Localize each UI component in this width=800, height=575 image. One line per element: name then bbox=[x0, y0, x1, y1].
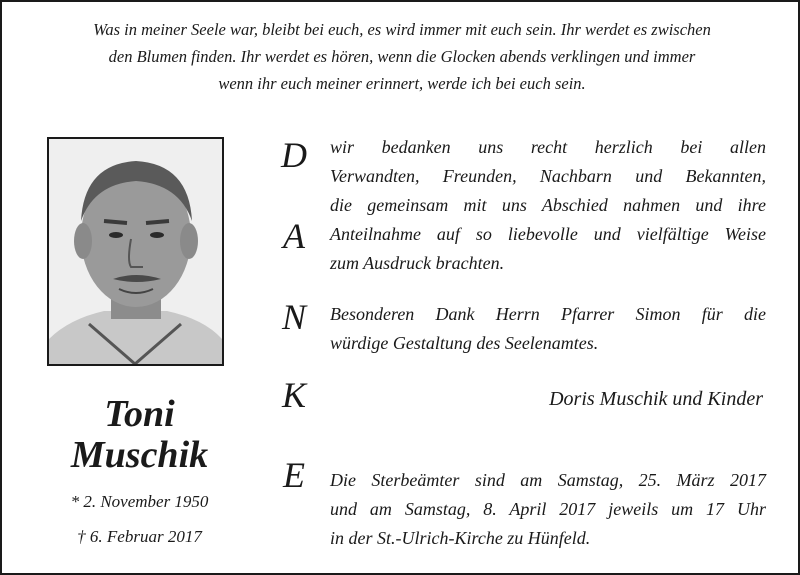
thanks-paragraph bbox=[330, 133, 766, 278]
service-paragraph bbox=[330, 466, 766, 553]
memorial-quote bbox=[22, 16, 782, 97]
thanks-line: die gemeinsam mit uns Abschied nahmen und ihre bbox=[330, 195, 766, 215]
danke-letter-e: E bbox=[283, 455, 305, 495]
service-line: und am Samstag, 8. April 2017 jeweils um 17 Uhr bbox=[330, 499, 766, 519]
danke-letter-k: K bbox=[281, 375, 306, 415]
signature: Doris Muschik und Kinder bbox=[549, 388, 763, 410]
service-line: Die Sterbeämter sind am Samstag, 25. März 2017 bbox=[330, 470, 766, 490]
danke-letter-d: D bbox=[281, 135, 307, 175]
birth-date: * 2. November 1950 bbox=[70, 492, 209, 511]
first-name: Toni bbox=[104, 393, 175, 435]
quote-line: Was in meiner Seele war, bleibt bei euch, es wird immer mit euch sein. Ihr werdet es zwischen bbox=[93, 20, 711, 39]
quote-line: den Blumen finden. Ihr werdet es hören, wenn die Glocken abends verklingen und immer bbox=[108, 47, 696, 66]
danke-letter-n: N bbox=[281, 297, 306, 337]
quote-line: wenn ihr euch meiner erinnert, werde ich bei euch sein. bbox=[218, 74, 586, 93]
thanks-line: Verwandten, Freunden, Nachbarn und Bekannten, bbox=[330, 166, 766, 186]
thanks-line: zum Ausdruck brachten. bbox=[330, 253, 505, 273]
special-thanks-paragraph bbox=[330, 300, 766, 358]
special-thanks-line: würdige Gestaltung des Seelenamtes. bbox=[330, 333, 599, 353]
thanks-line: Anteilnahme auf so liebevolle und vielfältige Weise bbox=[330, 224, 766, 244]
death-date: † 6. Februar 2017 bbox=[77, 527, 202, 546]
danke-letter-a: A bbox=[283, 216, 305, 256]
service-line: in der St.-Ulrich-Kirche zu Hünfeld. bbox=[330, 528, 591, 548]
thanks-line: wir bedanken uns recht herzlich bei allen bbox=[330, 137, 766, 157]
special-thanks-line: Besonderen Dank Herrn Pfarrer Simon für die bbox=[330, 304, 766, 324]
portrait-photo bbox=[47, 137, 224, 366]
portrait-illustration bbox=[49, 139, 222, 364]
deceased-name bbox=[42, 394, 237, 476]
last-name: Muschik bbox=[70, 434, 209, 476]
